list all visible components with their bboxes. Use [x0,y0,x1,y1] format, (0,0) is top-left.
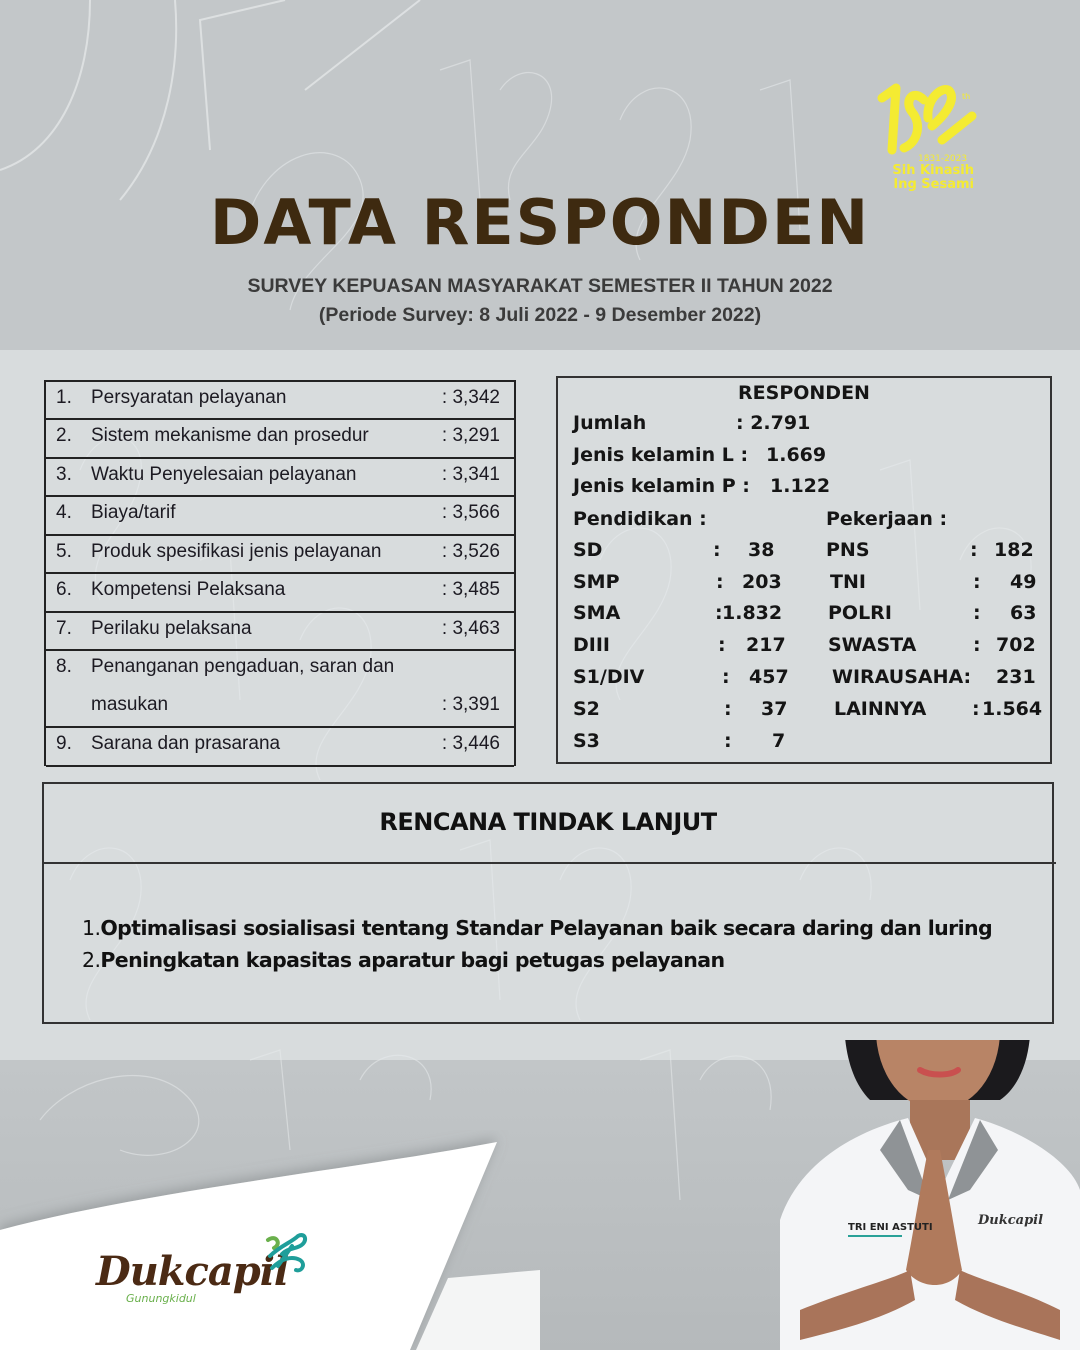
name-tag: TRI ENI ASTUTI [848,1222,933,1233]
table-row: 5. Produk spesifikasi jenis pelayanan : 3,526 [46,534,514,572]
plan-list [82,912,992,976]
anniversary-tagline: Sih Kinasih Ing Sesami [892,163,974,192]
survey-name: SURVEY KEPUASAN MASYARAKAT SEMESTER II TAHUN 2022 [247,275,833,297]
table-row: 9. Sarana dan prasarana : 3,446 [46,726,514,765]
anniversary-logo [876,78,986,203]
table-row: 1. Persyaratan pelayanan : 3,342 [46,380,514,418]
respondent-total: : 2.791 [736,412,811,434]
respondent-title: RESPONDEN [738,382,870,404]
plan-item: 1.Optimalisasi sosialisasi tentang Standar Pelayanan baik secara daring dan luring [82,916,993,940]
table-bottom-border [46,765,514,767]
follow-up-plan-box [42,782,1054,1024]
brand-name: Dukcapil [96,1248,289,1295]
anniversary-suffix: th [962,92,971,101]
page-subtitle [0,272,1080,330]
survey-period: (Periode Survey: 8 Juli 2022 - 9 Desember 2022) [318,304,762,326]
dukcapil-logo [96,1232,316,1312]
page-title: DATA RESPONDEN [209,186,871,259]
shirt-logo: Dukcapil [978,1213,1044,1228]
plan-title: RENCANA TINDAK LANJUT [379,808,717,836]
table-row: 7. Perilaku pelaksana : 3,463 [46,611,514,649]
butterfly-icon [262,1232,310,1276]
respondent-female: 1.122 [770,475,831,497]
anniversary-years: 1831-2023 [918,154,968,164]
service-score-table [44,380,516,766]
brand-region: Gunungkidul [126,1292,196,1305]
plan-divider [42,862,1056,864]
anniversary-152-icon [876,78,986,158]
respondent-summary-box: RESPONDEN Jumlah : 2.791 Jenis kelamin L : 1.669 Jenis kelamin P : 1.122 Pendidikan : Pekerjaan : SD : 38 SMP : 203 SMA : 1.832 DIII : 217 S1/DIV : 457 S2 : 37 S3 : 7 PNS : 182 TNI : 49 POLRI : 63 SWASTA : 702 WIRAUSAHA: 231 LAINNYA : 1.564 [556,376,1052,764]
table-row: 4. Biaya/tarif : 3,566 [46,495,514,534]
respondent-male: 1.669 [766,444,827,466]
table-row: 3. Waktu Penyelesaian pelayanan : 3,341 [46,457,514,495]
table-row: 8. Penanganan pengaduan, saran dan masukan : 3,391 [46,649,514,726]
table-row: 2. Sistem mekanisme dan prosedur : 3,291 [46,418,514,457]
staff-photo [780,1040,1080,1350]
plan-item: 2.Peningkatan kapasitas aparatur bagi petugas pelayanan [82,948,725,972]
table-row: 6. Kompetensi Pelaksana : 3,485 [46,572,514,611]
